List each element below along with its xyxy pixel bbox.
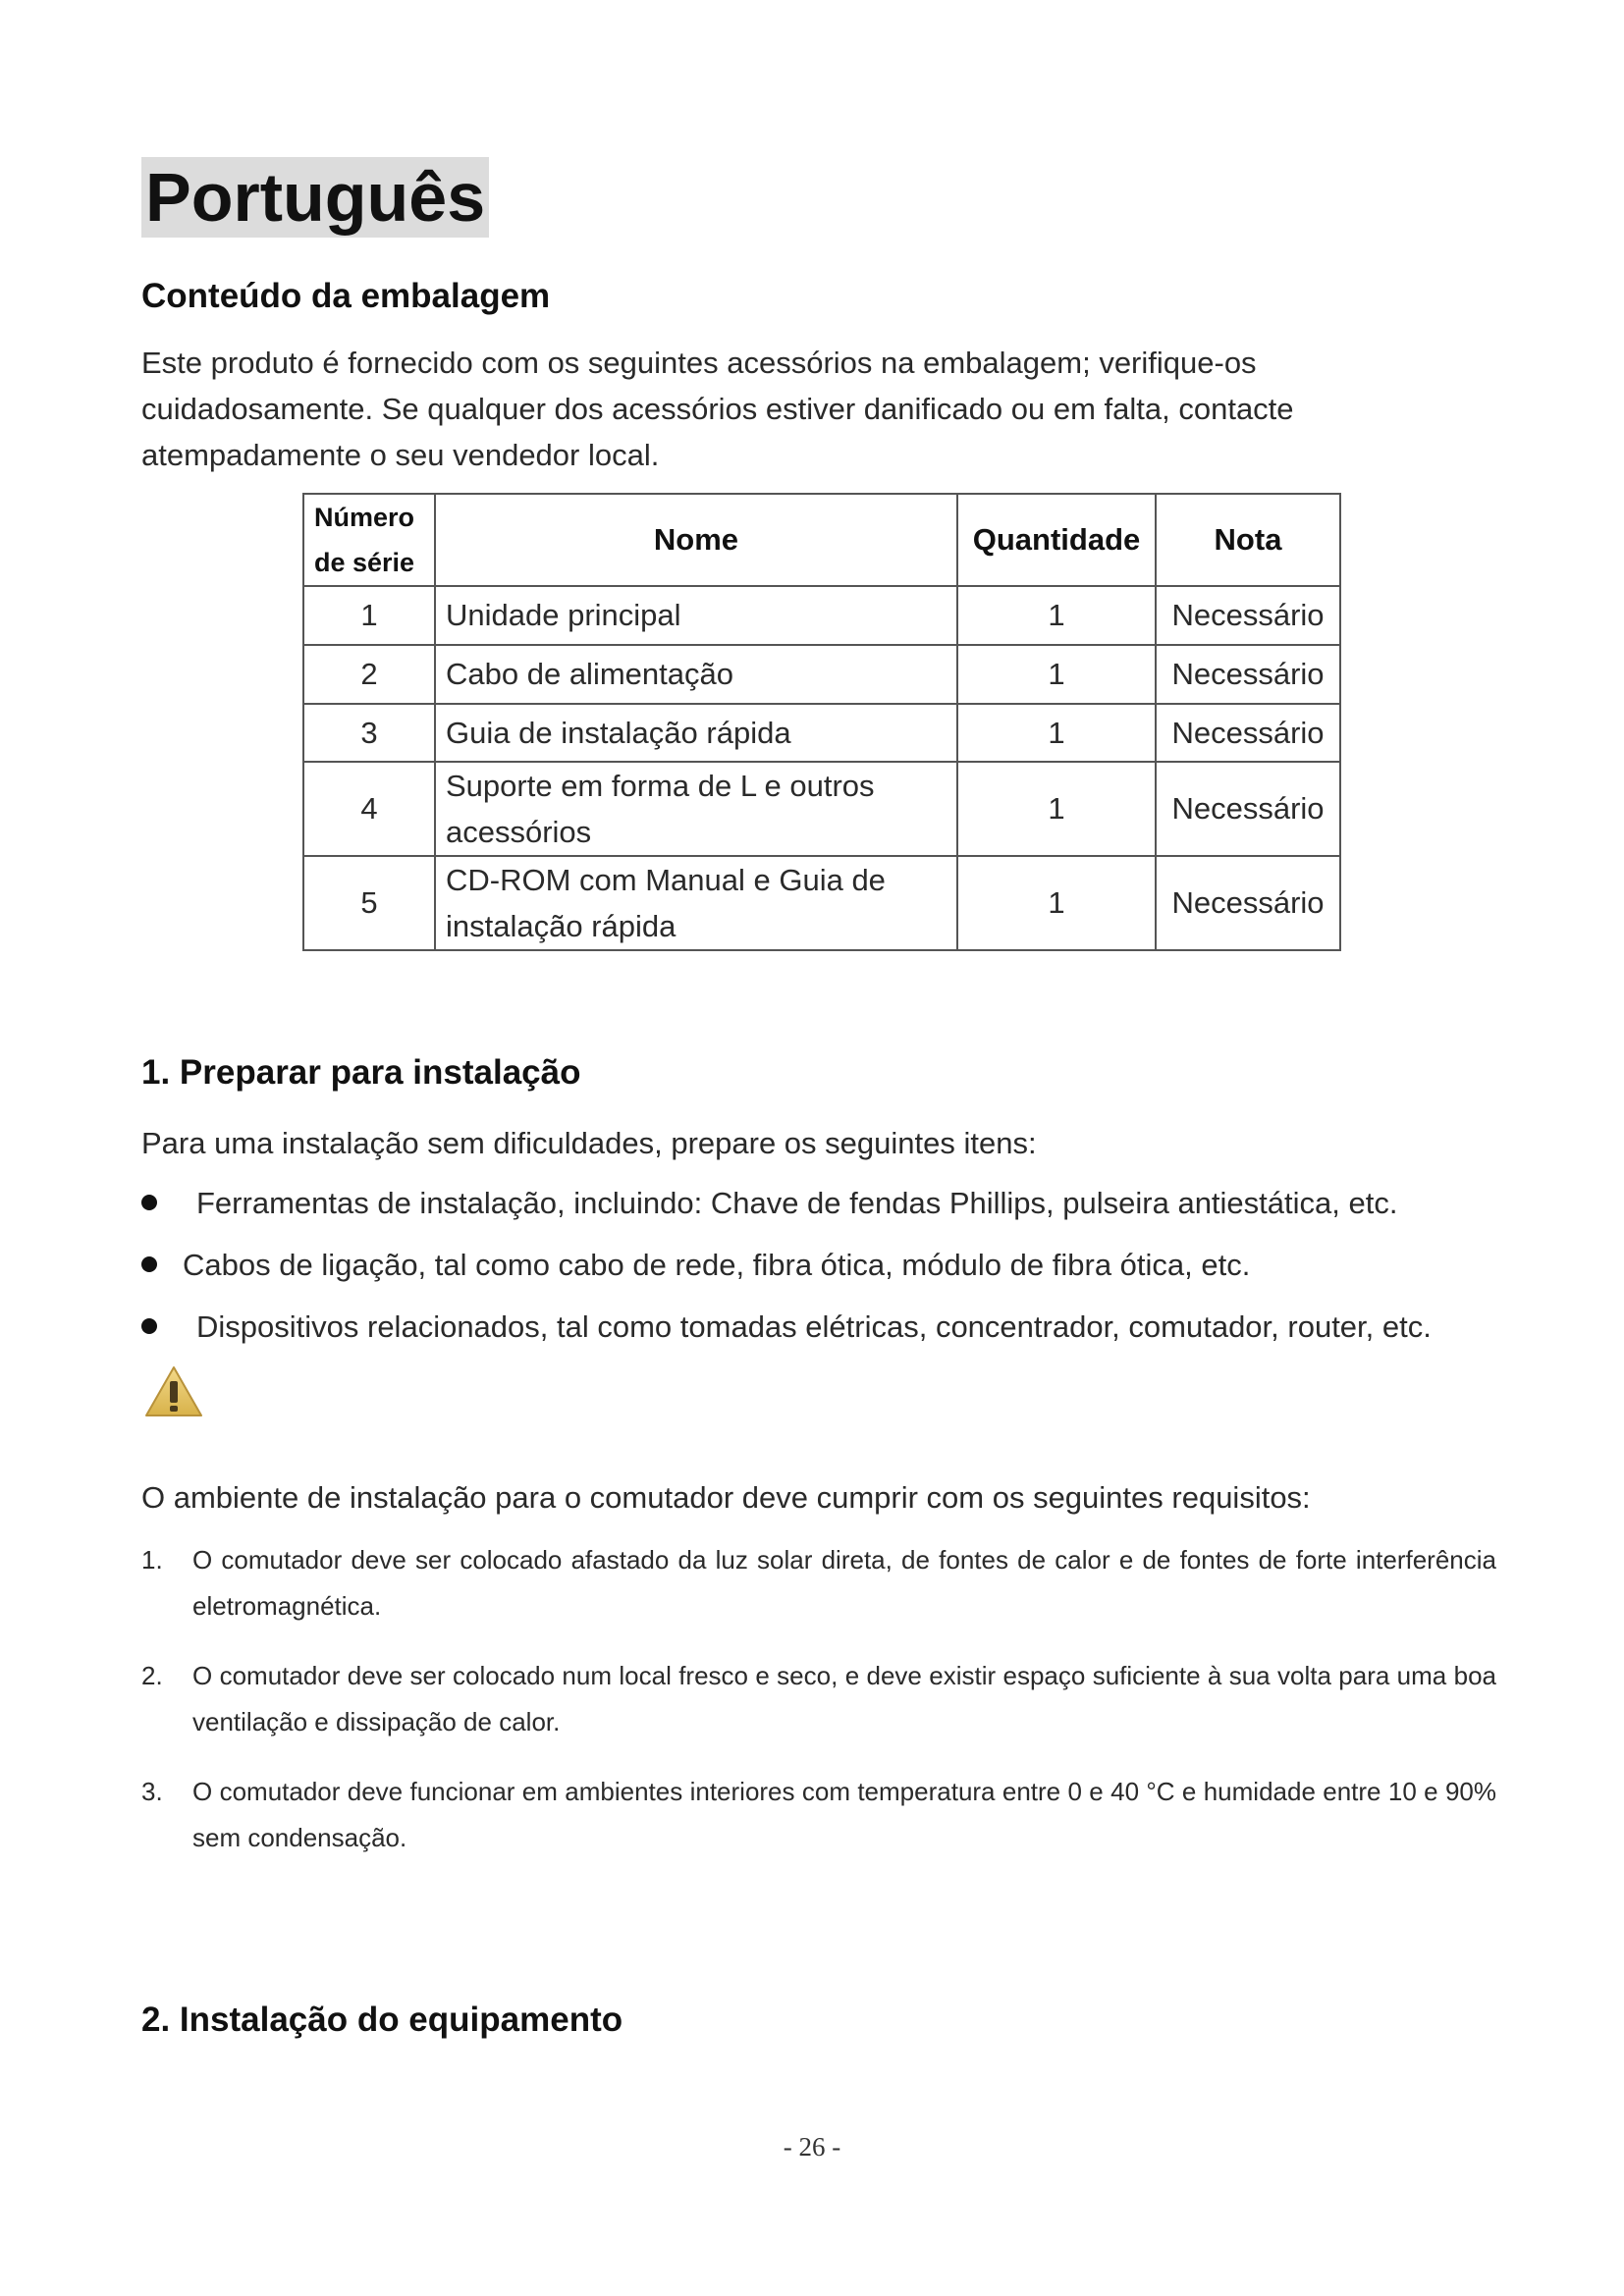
list-item-text: O comutador deve ser colocado num local fresco e seco, e deve existir espaço suficiente à sua volta para uma boa ventilação e dissipação de calor. (192, 1661, 1496, 1736)
table-row (303, 762, 1340, 856)
warning-triangle-icon (143, 1364, 204, 1419)
page-title: Português (141, 157, 489, 238)
table-cell-note: Necessário (1156, 704, 1340, 762)
table-cell-name: CD-ROM com Manual e Guia de instalação rápida (435, 856, 957, 950)
table-cell-serial: 1 (303, 586, 435, 645)
bullet-icon (141, 1195, 157, 1210)
package-contents-table (302, 493, 1341, 951)
list-item-text: O comutador deve ser colocado afastado da luz solar direta, de fontes de calor e de fontes de forte interferência eletromagnética. (192, 1545, 1496, 1621)
table-cell-serial: 3 (303, 704, 435, 762)
section-1-heading: 1. Preparar para instalação (141, 1053, 581, 1092)
list-item-number: 1. (141, 1545, 163, 1575)
table-cell-note: Necessário (1156, 856, 1340, 950)
table-cell-name: Guia de instalação rápida (435, 704, 957, 762)
table-cell-quantity: 1 (957, 762, 1156, 856)
table-cell-serial: 4 (303, 762, 435, 856)
table-header-serial: Número de série (303, 494, 435, 586)
table-cell-serial: 2 (303, 645, 435, 704)
table-row (303, 856, 1340, 950)
requirements-intro: O ambiente de instalação para o comutador deve cumprir com os seguintes requisitos: (141, 1480, 1311, 1515)
list-item-number: 3. (141, 1777, 163, 1806)
section-2-heading: 2. Instalação do equipamento (141, 2001, 623, 2039)
table-cell-quantity: 1 (957, 856, 1156, 950)
page-number: - 26 - (783, 2132, 841, 2162)
table-cell-quantity: 1 (957, 704, 1156, 762)
table-row (303, 704, 1340, 762)
table-cell-name: Cabo de alimentação (435, 645, 957, 704)
table-cell-quantity: 1 (957, 586, 1156, 645)
package-contents-heading: Conteúdo da embalagem (141, 277, 551, 315)
table-header-name: Nome (435, 494, 957, 586)
table-cell-note: Necessário (1156, 645, 1340, 704)
table-cell-note: Necessário (1156, 762, 1340, 856)
table-header-note: Nota (1156, 494, 1340, 586)
table-row (303, 645, 1340, 704)
table-cell-name: Suporte em forma de L e outros acessórios (435, 762, 957, 856)
table-cell-quantity: 1 (957, 645, 1156, 704)
bullet-icon (141, 1318, 157, 1334)
table-header-quantity: Quantidade (957, 494, 1156, 586)
table-cell-note: Necessário (1156, 586, 1340, 645)
list-item-text: O comutador deve funcionar em ambientes interiores com temperatura entre 0 e 40 °C e humidade entre 10 e 90% sem condensação. (192, 1777, 1496, 1852)
list-item-text: Cabos de ligação, tal como cabo de rede, fibra ótica, módulo de fibra ótica, etc. (183, 1248, 1251, 1282)
table-header-row (303, 494, 1340, 586)
table-cell-serial: 5 (303, 856, 435, 950)
list-item-text: Dispositivos relacionados, tal como tomadas elétricas, concentrador, comutador, router, etc. (196, 1309, 1432, 1344)
bullet-icon (141, 1256, 157, 1272)
list-item-text: Ferramentas de instalação, incluindo: Chave de fendas Phillips, pulseira antiestática, etc. (196, 1186, 1398, 1220)
package-intro-paragraph: Este produto é fornecido com os seguintes acessórios na embalagem; verifique-os cuidadosamente. Se qualquer dos acessórios estiver danificado ou em falta, contacte atempadamente o seu vendedor local. (141, 346, 1294, 472)
table-row (303, 586, 1340, 645)
section-1-intro: Para uma instalação sem dificuldades, prepare os seguintes itens: (141, 1126, 1037, 1160)
list-item-number: 2. (141, 1661, 163, 1690)
table-cell-name: Unidade principal (435, 586, 957, 645)
